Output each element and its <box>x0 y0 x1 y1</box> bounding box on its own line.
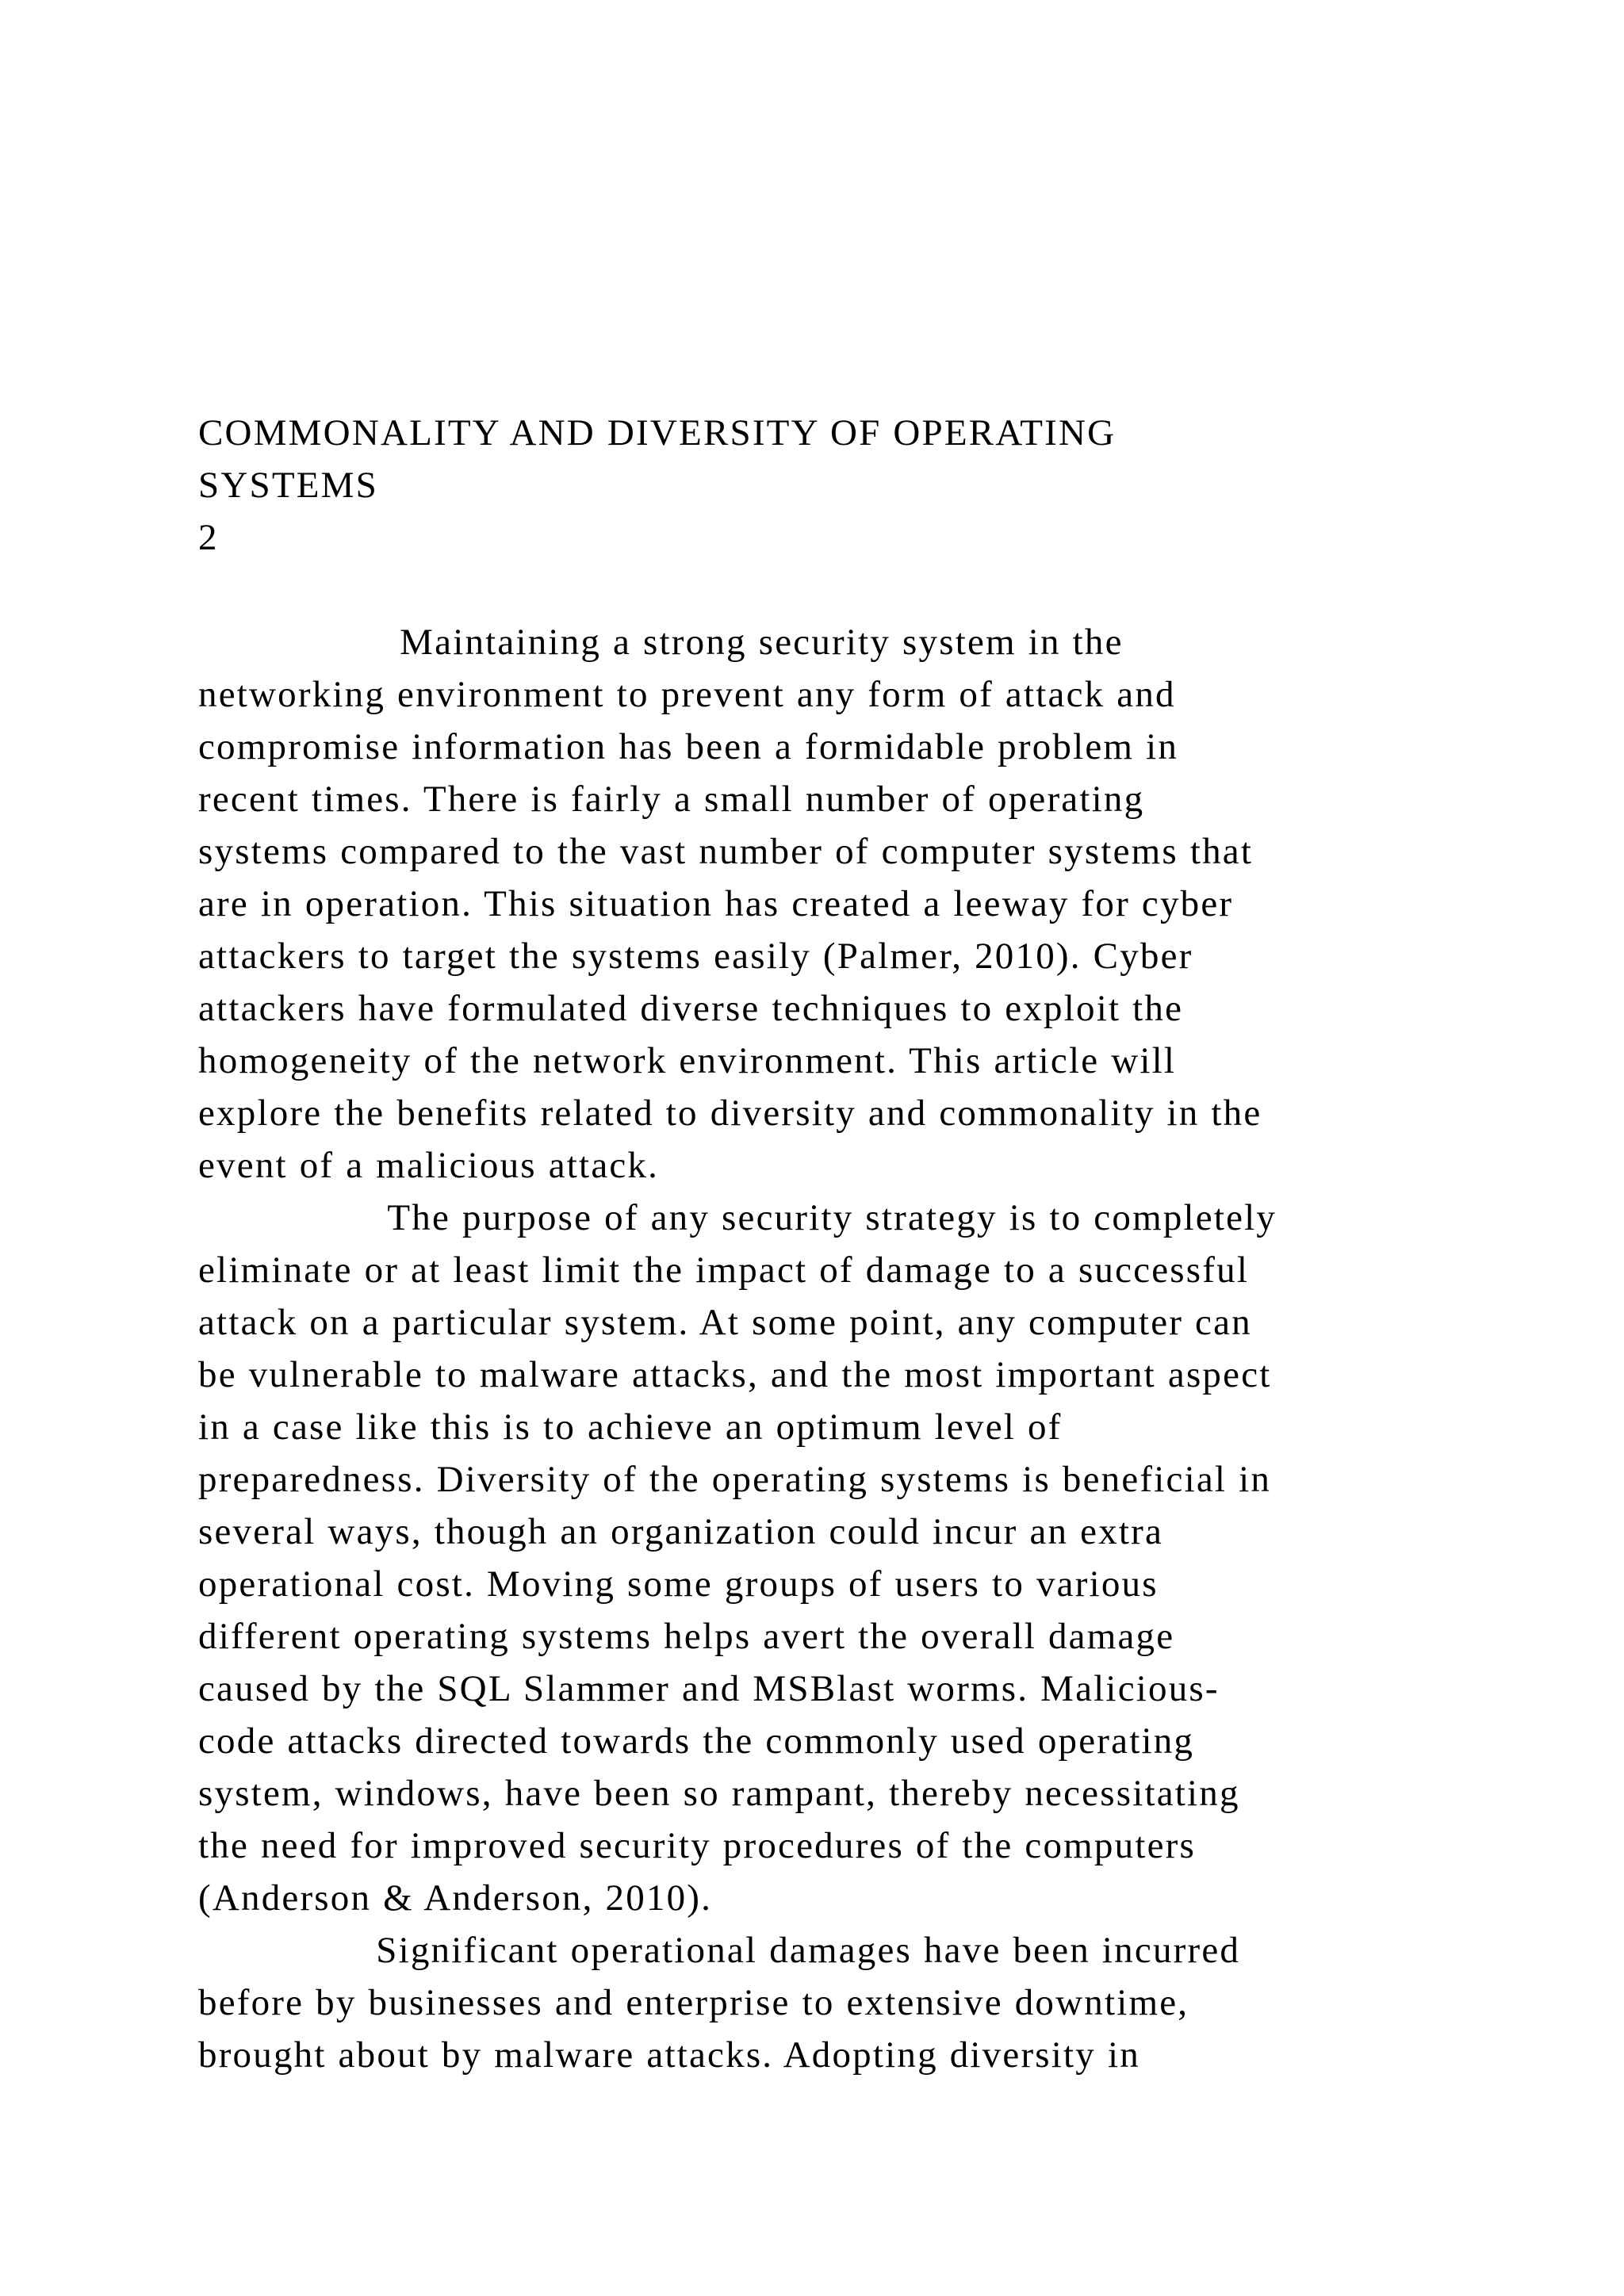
body-line: systems compared to the vast number of computer systems that <box>198 831 1254 872</box>
header-title-line-2: SYSTEMS <box>198 465 378 506</box>
body-line: before by businesses and enterprise to extensive downtime, <box>198 1982 1189 2023</box>
body-line: networking environment to prevent any form of attack and <box>198 674 1176 715</box>
body-line: The purpose of any security strategy is to completely <box>198 1197 1277 1238</box>
body-line: recent times. There is fairly a small number of operating <box>198 779 1145 820</box>
body-line: homogeneity of the network environment. This article will <box>198 1040 1177 1081</box>
body-line: Significant operational damages have been incurred <box>198 1930 1241 1971</box>
page-number: 2 <box>198 517 219 558</box>
document-text <box>198 407 1467 2081</box>
body-line: explore the benefits related to diversity and commonality in the <box>198 1093 1262 1134</box>
body-line: caused by the SQL Slammer and MSBlast worms. Malicious- <box>198 1668 1220 1709</box>
body-line: attackers to target the systems easily (Palmer, 2010). Cyber <box>198 936 1193 977</box>
body-line: are in operation. This situation has created a leeway for cyber <box>198 883 1234 924</box>
body-line: Maintaining a strong security system in the <box>198 622 1124 663</box>
body-line: brought about by malware attacks. Adopting diversity in <box>198 2034 1140 2076</box>
body-line: the need for improved security procedures of the computers <box>198 1825 1196 1866</box>
body-line: system, windows, have been so rampant, thereby necessitating <box>198 1773 1240 1814</box>
body-line: several ways, though an organization could incur an extra <box>198 1511 1164 1552</box>
body-line: different operating systems helps avert the overall damage <box>198 1616 1175 1657</box>
body-line: (Anderson & Anderson, 2010). <box>198 1877 713 1919</box>
body-line: attack on a particular system. At some point, any computer can <box>198 1302 1252 1343</box>
body-line: preparedness. Diversity of the operating systems is beneficial in <box>198 1459 1272 1500</box>
header-title-line-1: COMMONALITY AND DIVERSITY OF OPERATING <box>198 412 1116 453</box>
body-line: code attacks directed towards the commonly used operating <box>198 1720 1195 1762</box>
body-line: event of a malicious attack. <box>198 1145 660 1186</box>
body-line: operational cost. Moving some groups of users to various <box>198 1563 1159 1605</box>
body-line: attackers have formulated diverse techniques to exploit the <box>198 988 1184 1029</box>
body-line: compromise information has been a formidable problem in <box>198 726 1179 767</box>
body-line: eliminate or at least limit the impact of damage to a successful <box>198 1249 1250 1291</box>
body-line: be vulnerable to malware attacks, and the most important aspect <box>198 1354 1272 1395</box>
blank-line <box>198 564 1467 616</box>
body-line: in a case like this is to achieve an optimum level of <box>198 1406 1063 1448</box>
